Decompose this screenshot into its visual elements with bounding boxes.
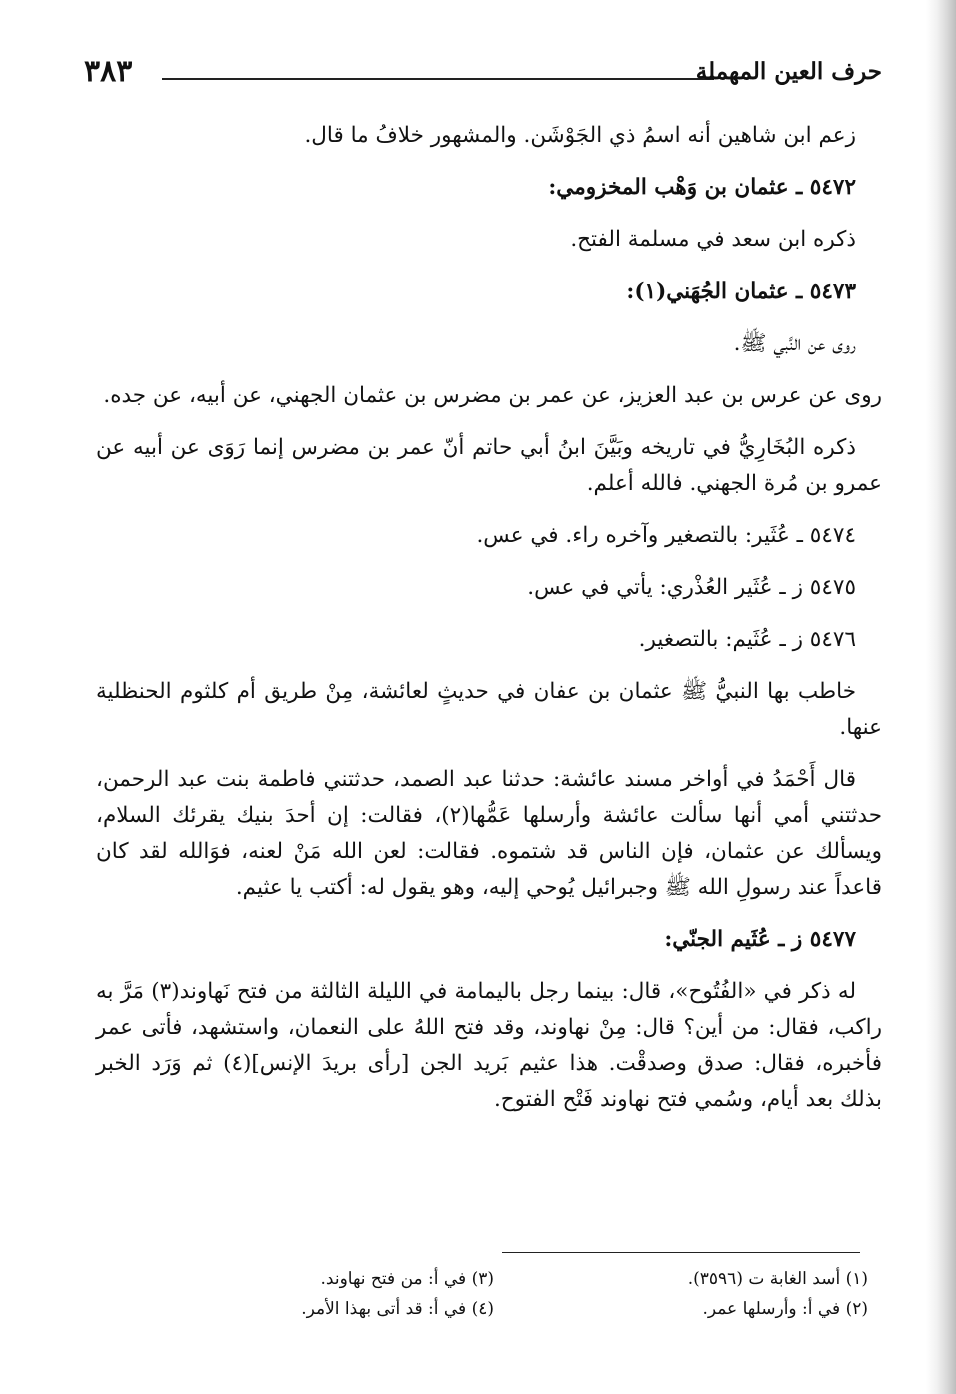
footnote: (٢) في أ: وأرسلها عمر.	[702, 1299, 868, 1319]
entry-heading: ٥٤٧٧ ز ـ عُثَيم الجنّي:	[664, 927, 856, 952]
footnotes	[180, 1264, 868, 1324]
footnote-rule	[502, 1252, 860, 1253]
running-title: حرف العين المهملة	[695, 58, 882, 85]
page-header	[84, 52, 882, 92]
footnote: (٤) في أ: قد أتى بهذا الأمر.	[301, 1299, 494, 1319]
paragraph: ذكره البُخَارِيُّ في تاريخه وبَيَّنَ ابنُ أبي حاتم أنّ عمر بن مضرس إنما رَوَى عن أبيه عن عمرو بن مُرة الجهني. فالله أعلم.	[96, 435, 882, 496]
scan-edge-shadow	[926, 0, 956, 1394]
main-text	[96, 118, 882, 1134]
paragraph: زعم ابن شاهين أنه اسمُ ذي الجَوْشَن. والمشهور خلافُ ما قال.	[304, 123, 856, 148]
entry-heading: ٥٤٧٤ ـ عُثَير: بالتصغير وآخره راء. في عس.	[476, 523, 856, 548]
paragraph: قال أَحْمَدُ في أواخر مسند عائشة: حدثنا عبد الصمد، حدثتني فاطمة بنت عبد الرحمن، حدثتني أمي أنها سألت عائشة وأرسلها عَمُّها(٢)، فقالت: إن أحدَ بنيك يقرئك السلام، ويسألك عن عثمان، فإن الناس قد شتموه. فقالت: لعن الله مَنْ لعنه، فوَالله لقد كان قاعداً عند رسولِ الله ﷺ وجبرائيل يُوحي إليه، وهو يقول له: أكتب يا عثيم.	[96, 767, 882, 900]
paragraph: روى عن عرس بن عبد العزيز، عن عمر بن مضرس بن عثمان الجهني، عن أبيه، عن جده.	[103, 383, 882, 408]
header-rule	[162, 78, 714, 80]
paragraph: روى عن النَّبي ﷺ.	[733, 331, 856, 356]
page-number: ٣٨٣	[84, 54, 133, 89]
entry-heading: ٥٤٧٣ ـ عثمان الجُهَني(١):	[626, 279, 856, 304]
footnote: (١) أسد الغابة ت (٣٥٩٦).	[687, 1269, 868, 1289]
entry-heading: ٥٤٧٥ ز ـ عُثَير العُذْري: يأتي في عس.	[527, 575, 856, 600]
entry-heading: ٥٤٧٦ ز ـ عُثَيم: بالتصغير.	[638, 627, 856, 652]
paragraph: خاطب بها النبيُّ ﷺ عثمان بن عفان في حديثٍ لعائشة، مِنْ طريق أم كلثوم الحنظلية عنها.	[96, 679, 882, 740]
footnote: (٣) في أ: من فتح نهاوند.	[320, 1269, 494, 1289]
paragraph: ذكره ابن سعد في مسلمة الفتح.	[570, 227, 856, 252]
entry-heading: ٥٤٧٢ ـ عثمان بن وَهْب المخزومي:	[548, 175, 856, 200]
paragraph: له ذكر في «الفُتُوح»، قال: بينما رجل باليمامة في الليلة الثالثة من فتح نَهاوند(٣) مَرَّ به راكب، فقال: من أين؟ قال: مِنْ نهاوند، وقد فتح اللهُ على النعمان، واستشهد، فأتى عمر فأخبره، فقال: صدق وصدقْت. هذا عثيم بَريد الجن [رأى بريدَ الإنس](٤) ثم وَرَد الخبر بذلك بعد أيام، وسُمي فتح نهاوند فَتْح الفتوح.	[96, 979, 882, 1112]
